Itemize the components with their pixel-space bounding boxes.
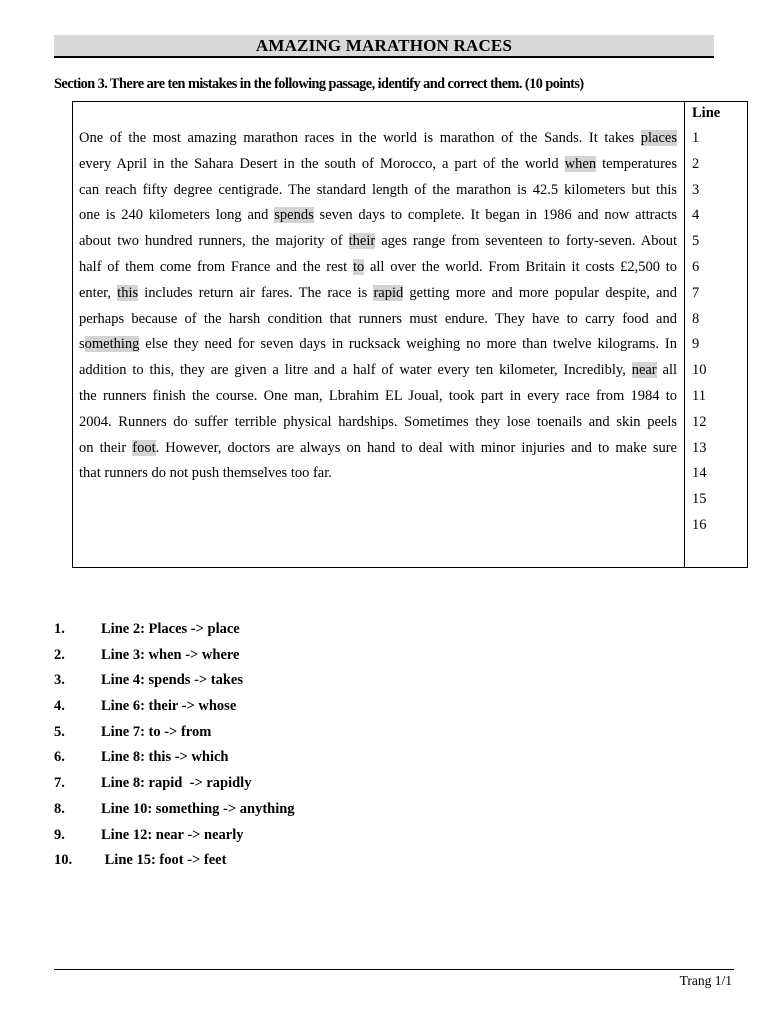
passage-segment: . However, doctors are always on hand to deal with minor injuries and to make sure (155, 439, 677, 456)
column-divider (684, 102, 685, 567)
line-number: 6 (692, 258, 700, 275)
passage-segment: temperatures (596, 155, 677, 172)
highlighted-mistake: this (117, 284, 139, 301)
highlighted-mistake: places (640, 130, 677, 146)
passage-segment: s (79, 336, 85, 353)
line-number: 3 (692, 181, 700, 198)
passage-line (79, 332, 677, 358)
passage-line (79, 461, 677, 487)
answer-number: 6. (54, 749, 65, 766)
line-number: 8 (692, 310, 700, 327)
footer-rule (54, 969, 734, 970)
answer-text: Line 10: something -> anything (101, 800, 295, 817)
line-number: 12 (692, 413, 707, 430)
line-number: 2 (692, 155, 700, 172)
line-number-column (692, 126, 707, 539)
passage-text (79, 126, 677, 487)
line-number: 15 (692, 491, 707, 508)
highlighted-mistake: rapid (373, 284, 404, 301)
line-number: 14 (692, 465, 707, 482)
highlighted-mistake: foot (132, 439, 156, 456)
passage-line (79, 126, 677, 152)
highlighted-mistake: near (631, 362, 657, 379)
answer-number: 9. (54, 826, 65, 843)
answer-number: 1. (54, 621, 65, 637)
passage-segment: half of them come from France and the rest (79, 258, 353, 275)
passage-segment: about two hundred runners, the majority of (79, 233, 349, 250)
passage-segment: that runners do not push themselves too far. (79, 465, 332, 482)
answer-text: Line 12: near -> nearly (101, 826, 244, 843)
line-number: 9 (692, 336, 700, 353)
answer-number: 2. (54, 646, 65, 663)
line-number: 11 (692, 387, 706, 404)
passage-segment: One of the most amazing marathon races in the world is marathon of the Sands. It takes (79, 130, 641, 146)
answer-number: 10. (54, 852, 73, 869)
answer-text: Line 8: rapid -> rapidly (101, 775, 252, 792)
passage-line (79, 281, 677, 307)
answer-text: Line 7: to -> from (101, 723, 212, 740)
answer-number: 7. (54, 775, 65, 792)
highlighted-mistake: their (348, 233, 376, 250)
passage-segment: the runners finish the course. One man, Lbrahim EL Joual, took part in every race from 1984 to (79, 387, 677, 404)
passage-line (79, 307, 677, 333)
passage-segment: 2004. Runners do suffer terrible physical hardships. Sometimes they lose toenails and skin peels (79, 413, 677, 430)
line-column-header: Line (692, 105, 721, 121)
passage-segment: can reach fifty degree centigrade. The standard length of the marathon is 42.5 kilometers but this (79, 181, 677, 198)
passage-segment: enter, (79, 284, 118, 301)
passage-segment: all (656, 362, 677, 379)
passage-line (79, 384, 677, 410)
line-number: 1 (692, 130, 700, 146)
line-number: 13 (692, 439, 707, 456)
passage-line (79, 229, 677, 255)
answer-number: 3. (54, 672, 65, 689)
passage-line (79, 178, 677, 204)
passage-segment: perhaps because of the harsh condition that runners must endure. They have to carry food and (79, 310, 677, 327)
highlighted-mistake: spends (274, 207, 314, 224)
line-number: 4 (692, 207, 700, 224)
answer-text: Line 8: this -> which (101, 749, 229, 766)
answer-text: Line 4: spends -> takes (101, 672, 244, 689)
passage-segment: every April in the Sahara Desert in the south of Morocco, a part of the world (79, 155, 565, 172)
highlighted-mistake: to (352, 258, 365, 275)
highlighted-mistake: omething (84, 336, 140, 353)
passage-segment: one is 240 kilometers long and (79, 207, 275, 224)
line-number: 16 (692, 516, 707, 533)
passage-box (72, 101, 748, 568)
passage-segment: includes return air fares. The race is (138, 284, 374, 301)
highlighted-mistake: when (564, 155, 597, 172)
answer-text: Line 2: Places -> place (101, 621, 240, 637)
answer-number: 5. (54, 723, 65, 740)
passage-line (79, 436, 677, 462)
passage-segment: addition to this, they are given a litre and a half of water every ten kilometer, Incredibly, (79, 362, 632, 379)
passage-line (79, 255, 677, 281)
passage-line (79, 358, 677, 384)
line-number: 5 (692, 233, 700, 250)
passage-segment: getting more and more popular despite, and (403, 284, 677, 301)
passage-line (79, 152, 677, 178)
section-instruction: Section 3. There are ten mistakes in the following passage, identify and correct them. (10 points) (54, 76, 584, 92)
passage-segment: all over the world. From Britain it costs £2,500 to (364, 258, 677, 275)
line-number: 10 (692, 362, 707, 379)
passage-segment: ages range from seventeen to forty-seven. About (375, 233, 678, 250)
passage-line (79, 203, 677, 229)
passage-segment: seven days to complete. It began in 1986 and now attracts (313, 207, 678, 224)
passage-segment: on their (79, 439, 133, 456)
passage-line (79, 410, 677, 436)
page-number: Trang 1/1 (679, 973, 732, 988)
answer-text: Line 15: foot -> feet (101, 852, 227, 869)
line-number: 7 (692, 284, 700, 301)
answer-text: Line 3: when -> where (101, 646, 240, 663)
answer-number: 8. (54, 800, 65, 817)
answer-text: Line 6: their -> whose (101, 698, 237, 715)
page-title: AMAZING MARATHON RACES (54, 35, 714, 58)
passage-segment: else they need for seven days in rucksack weighing no more than twelve kilograms. In (139, 336, 677, 353)
answer-number: 4. (54, 698, 65, 715)
